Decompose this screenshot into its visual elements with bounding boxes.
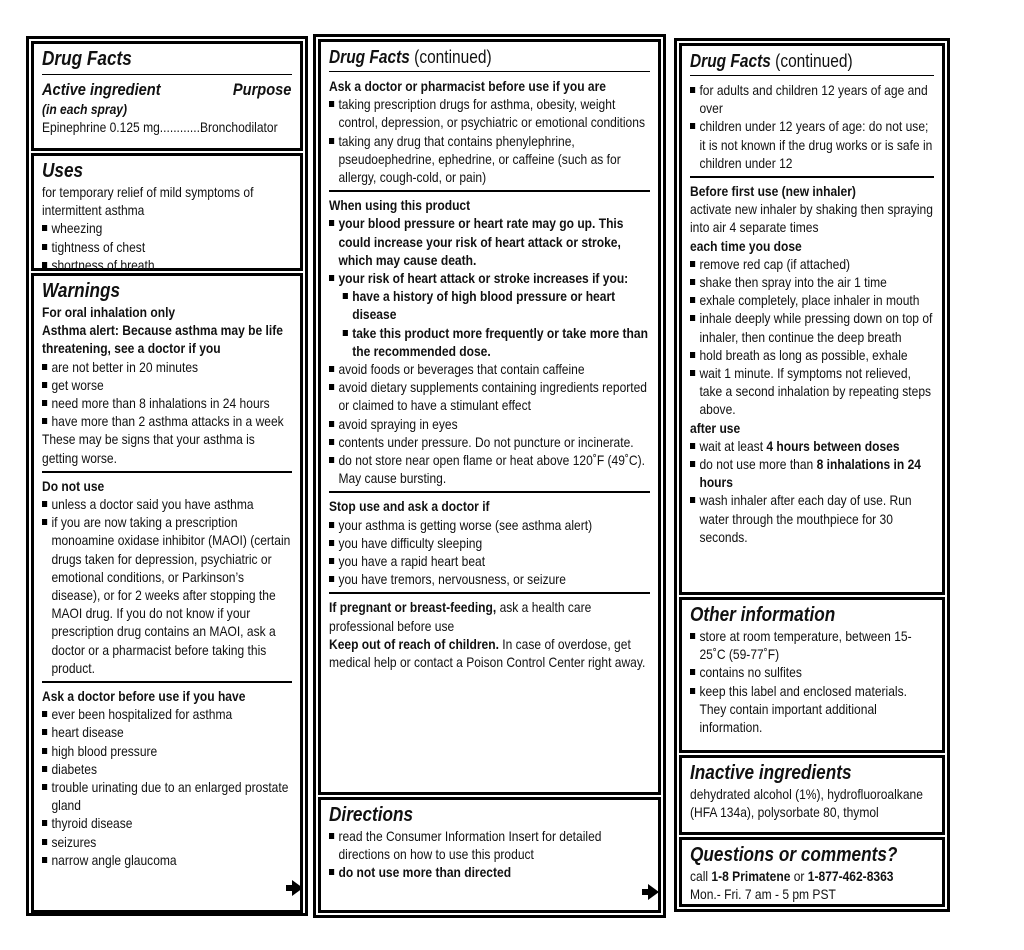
hours-text: Mon.- Fri. 7 am - 5 pm PST [690, 886, 836, 903]
list-item: your asthma is getting worse (see asthma alert) [329, 516, 649, 534]
purpose-heading: Purpose [232, 80, 292, 99]
oral-inhalation-note: For oral inhalation only [42, 304, 176, 320]
ask-doctor-heading: Ask a doctor before use if you have [42, 688, 246, 705]
first-use-text: activate new inhaler by shaking then spraying into air 4 separate times [690, 201, 933, 236]
divider [329, 592, 650, 594]
divider [42, 471, 292, 473]
list-item: you have tremors, nervousness, or seizure [329, 570, 649, 588]
after-use-list [690, 437, 933, 546]
call-line: call 1-8 Primatene or 1-877-462-8363 [690, 868, 894, 884]
list-item: trouble urinating due to an enlarged prostate gland [42, 778, 291, 814]
other-information-box [679, 597, 945, 753]
after-use-heading: after use [690, 419, 741, 436]
list-item: contains no sulfites [690, 663, 933, 681]
pregnant-text: If pregnant or breast-feeding, ask a health care professional before use [329, 599, 592, 634]
list-item: avoid spraying in eyes [329, 415, 649, 433]
directions-title: Directions [329, 804, 414, 826]
drug-facts-continued-title: Drug Facts (continued) [329, 47, 492, 67]
list-item: you have a rapid heart beat [329, 552, 649, 570]
each-time-list [690, 255, 933, 419]
drug-facts-continued-title: Drug Facts (continued) [690, 51, 853, 71]
list-item: remove red cap (if attached) [690, 255, 933, 273]
inactive-ingredients-title: Inactive ingredients [690, 762, 852, 784]
list-item: shortness of breath [42, 256, 291, 274]
list-item: hold breath as long as possible, exhale [690, 346, 933, 364]
panel-left [26, 36, 308, 916]
uses-intro: for temporary relief of mild symptoms of intermittent asthma [42, 184, 254, 219]
divider [42, 681, 292, 683]
list-item: keep this label and enclosed materials. They contain important additional information. [690, 682, 933, 737]
asthma-alert-list [42, 358, 291, 431]
list-item: do not store near open flame or heat above 120˚F (49˚C). May cause bursting. [329, 451, 649, 487]
signs-text: These may be signs that your asthma is getting worse. [42, 431, 255, 466]
list-item: have more than 2 asthma attacks in a week [42, 412, 291, 430]
phone-number: 1-877-462-8363 [807, 868, 894, 884]
directions-box [318, 797, 661, 913]
active-ingredient-box [31, 41, 303, 151]
list-item: narrow angle glaucoma [42, 851, 291, 869]
divider [329, 190, 650, 192]
ask-doctor-list [42, 705, 291, 869]
list-item: wash inhaler after each day of use. Run water through the mouthpiece for 30 seconds. [690, 491, 933, 546]
uses-box [31, 153, 303, 271]
continued-box [318, 39, 661, 795]
directions-list [329, 827, 649, 882]
list-item: you have difficulty sleeping [329, 534, 649, 552]
list-item: diabetes [42, 760, 291, 778]
list-item: do not use more than 8 inhalations in 24 hours [690, 455, 933, 491]
in-each-spray-label: (in each spray) [42, 101, 127, 117]
divider [329, 491, 650, 493]
list-item: shake then spray into the air 1 time [690, 273, 933, 291]
panel-middle [313, 34, 666, 918]
questions-box [679, 837, 945, 907]
ask-pharmacist-heading: Ask a doctor or pharmacist before use if you are [329, 78, 607, 94]
list-item: contents under pressure. Do not puncture or incinerate. [329, 433, 649, 451]
each-time-heading: each time you dose [690, 237, 802, 254]
stop-use-list [329, 516, 649, 589]
list-item: avoid dietary supplements containing ingredients reported or claimed to have a stimulant effect [329, 378, 649, 414]
list-item: store at room temperature, between 15-25˚C (59-77˚F) [690, 627, 933, 663]
list-item: taking any drug that contains phenylephrine, pseudoephedrine, ephedrine, or caffeine (such as for allergy, cough-cold, or pain) [329, 132, 649, 187]
panel-right [674, 38, 950, 912]
list-item: taking prescription drugs for asthma, obesity, weight control, depression, or psychiatric or emotional conditions [329, 95, 649, 131]
list-item: wait 1 minute. If symptoms not relieved, take a second inhalation by repeating steps above. [690, 364, 933, 419]
list-item: your risk of heart attack or stroke increases if you: [329, 269, 649, 287]
other-information-list [690, 627, 933, 736]
keep-out-text: Keep out of reach of children. In case of overdose, get medical help or contact a Poison Control Center right away. [329, 635, 646, 671]
list-item: need more than 8 inhalations in 24 hours [42, 394, 291, 412]
warnings-box [31, 273, 303, 913]
list-item: are not better in 20 minutes [42, 358, 291, 376]
list-item: have a history of high blood pressure or heart disease [343, 287, 649, 323]
list-item: take this product more frequently or take more than the recommended dose. [343, 324, 649, 360]
continue-arrow-icon [292, 880, 303, 896]
active-ingredient-heading: Active ingredient [42, 80, 161, 99]
inactive-ingredients-text: dehydrated alcohol (1%), hydrofluoroalkane (HFA 134a), polysorbate 80, thymol [690, 786, 923, 821]
list-item: tightness of chest [42, 238, 291, 256]
do-not-use-heading: Do not use [42, 477, 105, 494]
first-use-heading: Before first use (new inhaler) [690, 183, 856, 200]
list-item: exhale completely, place inhaler in mouth [690, 291, 933, 309]
do-not-use-list [42, 495, 291, 677]
list-item: wait at least 4 hours between doses [690, 437, 933, 455]
age-list [690, 81, 933, 172]
list-item: do not use more than directed [329, 863, 649, 881]
inactive-ingredients-box [679, 755, 945, 835]
uses-list [42, 219, 291, 274]
list-item: get worse [42, 376, 291, 394]
list-item: if you are now taking a prescription monoamine oxidase inhibitor (MAOI) (certain drugs taken for depression, psychiatric or emotional conditions, or Parkinson’s disease), or for 2 weeks after stopping the MAOI drug. If you do not know if your prescription drug contains an MAOI, ask a doctor or a pharmacist before taking this product. [42, 513, 291, 677]
ingredient-line: Epinephrine 0.125 mg............Bronchodilator [42, 119, 278, 136]
primatene-number: 1-8 Primatene [711, 868, 791, 884]
list-item: high blood pressure [42, 742, 291, 760]
drug-facts-title: Drug Facts [42, 48, 132, 70]
when-using-list [329, 214, 649, 487]
continued-box-right [679, 43, 945, 595]
continue-arrow-icon [648, 884, 659, 900]
divider [690, 176, 934, 178]
when-using-heading: When using this product [329, 197, 471, 214]
list-item: for adults and children 12 years of age and over [690, 81, 933, 117]
list-item: your blood pressure or heart rate may go up. This could increase your risk of heart attack or stroke, which may cause death. [329, 214, 649, 269]
list-item: heart disease [42, 723, 291, 741]
list-item: seizures [42, 833, 291, 851]
list-item: wheezing [42, 219, 291, 237]
list-item: ever been hospitalized for asthma [42, 705, 291, 723]
warnings-title: Warnings [42, 280, 121, 302]
list-item: avoid foods or beverages that contain caffeine [329, 360, 649, 378]
list-item: unless a doctor said you have asthma [42, 495, 291, 513]
stop-use-heading: Stop use and ask a doctor if [329, 498, 490, 515]
questions-title: Questions or comments? [690, 844, 898, 866]
asthma-alert: Asthma alert: Because asthma may be life threatening, see a doctor if you [42, 322, 283, 357]
list-item: read the Consumer Information Insert for detailed directions on how to use this product [329, 827, 649, 863]
ask-pharmacist-list [329, 95, 649, 186]
uses-title: Uses [42, 160, 84, 182]
list-item: thyroid disease [42, 814, 291, 832]
other-information-title: Other information [690, 604, 836, 626]
list-item: children under 12 years of age: do not use; it is not known if the drug works or is safe in children under 12 [690, 117, 933, 172]
list-item: inhale deeply while pressing down on top of inhaler, then continue the deep breath [690, 309, 933, 345]
